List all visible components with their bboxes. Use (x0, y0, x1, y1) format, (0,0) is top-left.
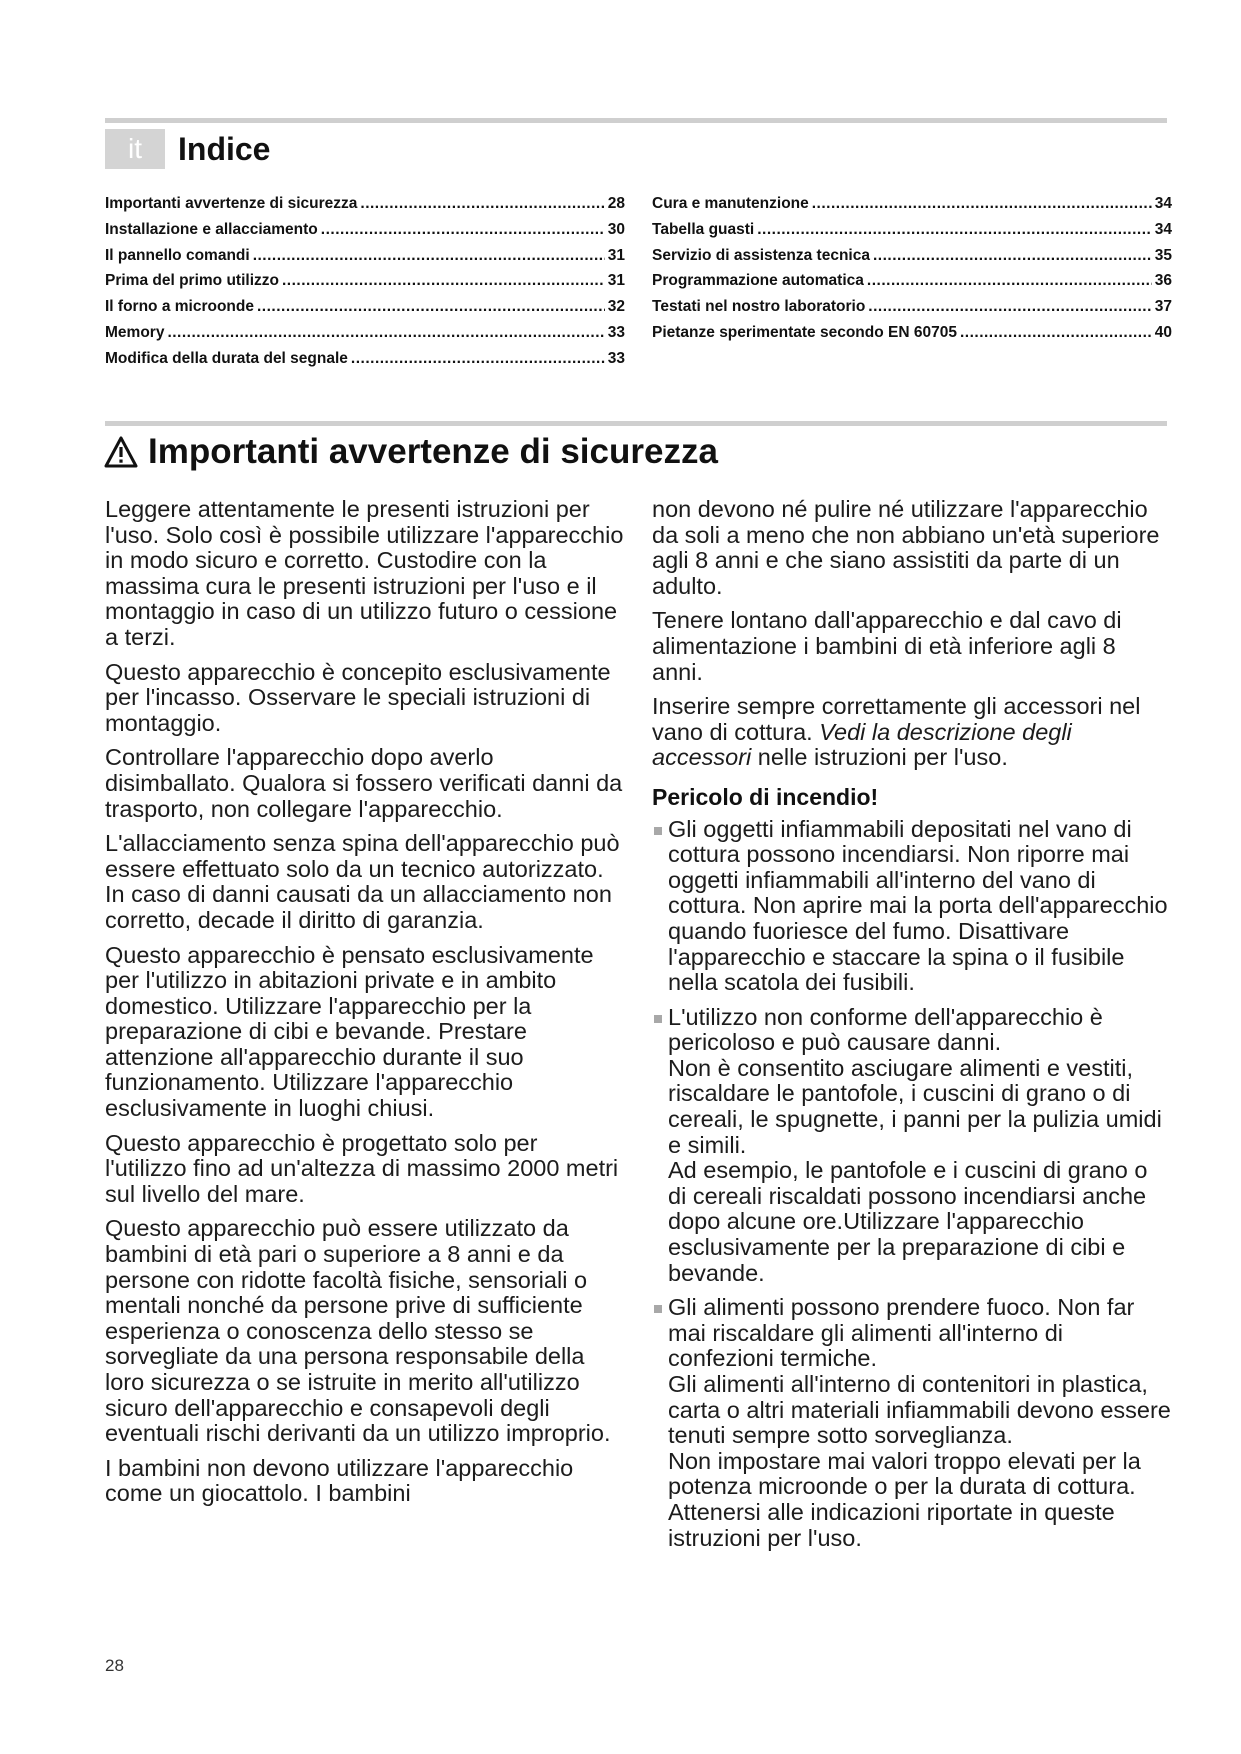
fire-danger-heading: Pericolo di incendio! (652, 783, 879, 810)
toc-entry (652, 195, 1172, 221)
toc-entry-page: 34 (1154, 220, 1172, 238)
toc-entry-label: Il pannello comandi (105, 246, 250, 264)
toc-entry-label: Importanti avvertenze di sicurezza (105, 195, 358, 212)
toc-entry-label: Il forno a microonde (105, 298, 254, 316)
body-paragraph: I bambini non devono utilizzare l'apparecchio come un giocattolo. I bambini (105, 1454, 574, 1507)
accessory-reference: Vedi la descrizione degli accessori (652, 718, 1072, 771)
list-item (652, 1005, 1172, 1287)
body-right-column (652, 497, 1172, 1560)
toc-dot-leader (167, 324, 604, 338)
toc-entry-page: 33 (607, 349, 625, 367)
toc-entry-page: 36 (1154, 272, 1172, 290)
toc-dot-leader (960, 324, 1152, 338)
toc-dot-leader (253, 247, 605, 261)
toc-entry-label: Tabella guasti (652, 220, 755, 238)
list-item-text: Gli oggetti infiammabili depositati nel vano di cottura possono incendiarsi. Non riporre mai oggetti infiammabili all'interno del vano di cottura. Non aprire mai la porta dell'apparecchio quando fuoriesce del fumo. Disattivare l'apparecchio e staccare la spina o il fusibile nella scatola dei fusibili. (668, 815, 1168, 996)
list-item-body (668, 817, 1172, 996)
toc-entry-label: Memory (105, 323, 165, 341)
toc-dot-leader (868, 298, 1151, 312)
body-left-column (105, 497, 625, 1516)
toc-entry-label: Programmazione automatica (652, 272, 864, 290)
body-paragraph: L'allacciamento senza spina dell'apparecchio può essere effettuato solo da un tecnico autorizzato. In caso di danni causati da un allacciamento non corretto, decade il diritto di garanzia. (105, 830, 620, 933)
toc-dot-leader (360, 195, 604, 209)
toc-entry-label: Modifica della durata del segnale (105, 349, 348, 367)
toc-entry (652, 298, 1172, 324)
toc-entry (105, 247, 625, 273)
toc-entry-label: Cura e manutenzione (652, 195, 809, 212)
section-title: Importanti avvertenze di sicurezza (148, 432, 718, 471)
toc-entry-label: Servizio di assistenza tecnica (652, 246, 870, 264)
toc-entry (105, 298, 625, 324)
bullet-square-icon (652, 817, 668, 996)
toc-entry-page: 31 (607, 246, 625, 264)
toc-entry (105, 221, 625, 247)
toc-entry (105, 350, 625, 376)
toc-entry (105, 272, 625, 298)
body-paragraph: Questo apparecchio è progettato solo per l'utilizzo fino ad un'altezza di massimo 2000 metri sul livello del mare. (105, 1129, 619, 1207)
list-item-text: Gli alimenti possono prendere fuoco. Non far mai riscaldare gli alimenti all'interno di confezioni termiche. (668, 1294, 1135, 1372)
toc-dot-leader (321, 221, 605, 235)
list-item (652, 817, 1172, 996)
list-item (652, 1295, 1172, 1551)
body-paragraph: Questo apparecchio è concepito esclusivamente per l'incasso. Osservare le speciali istruzioni di montaggio. (105, 658, 611, 736)
toc-entry-page: 33 (607, 323, 625, 341)
toc-entry (652, 247, 1172, 273)
bullet-square-icon (652, 1005, 668, 1287)
list-item-body (668, 1295, 1172, 1551)
body-paragraph: Questo apparecchio è pensato esclusivamente per l'utilizzo in abitazioni private e in ambito domestico. Utilizzare l'apparecchio per la preparazione di cibi e bevande. Prestare attenzione all'apparecchio durante il suo funzionamento. Utilizzare l'apparecchio esclusivamente in luoghi chiusi. (105, 941, 594, 1122)
body-paragraph: Tenere lontano dall'apparecchio e dal cavo di alimentazione i bambini di età inferiore agli 8 anni. (652, 607, 1122, 685)
list-item-text: Non impostare mai valori troppo elevati per la potenza microonde o per la durata di cottura. Attenersi alle indicazioni riportate in queste istruzioni per l'uso. (668, 1447, 1141, 1551)
section-heading (103, 428, 718, 476)
section-divider (105, 421, 1167, 426)
toc-entry (652, 272, 1172, 298)
toc-entry (652, 324, 1172, 350)
toc-entry-label: Pietanze sperimentate secondo EN 60705 (652, 323, 957, 341)
toc-entry-label: Installazione e allacciamento (105, 220, 318, 238)
body-paragraph: Questo apparecchio può essere utilizzato da bambini di età pari o superiore a 8 anni e da persone con ridotte facoltà fisiche, sensoriali o mentali nonché da persone prive di sufficiente esperienza o conoscenza dello stesso se sorvegliate da una persona responsabile della loro sicurezza o se istruite in merito all'utilizzo sicuro dell'apparecchio e consapevoli degli eventuali rischi derivanti da un utilizzo improprio. (105, 1215, 611, 1447)
toc-dot-leader (873, 247, 1152, 261)
fire-danger-list (652, 817, 1172, 1552)
toc-entry-page: 37 (1154, 298, 1172, 316)
page-number: 28 (105, 1656, 124, 1675)
toc-entry (105, 195, 625, 221)
toc-entry-page: 40 (1154, 323, 1172, 341)
body-paragraph: non devono né pulire né utilizzare l'apparecchio da soli a meno che non abbiano un'età superiore agli 8 anni e che siano assistiti da parte di un adulto. (652, 496, 1160, 599)
toc-dot-leader (257, 298, 605, 312)
toc-entry (652, 221, 1172, 247)
toc-entry-page: 32 (607, 298, 625, 316)
toc-entry (105, 324, 625, 350)
list-item-text: L'utilizzo non conforme dell'apparecchio è pericoloso e può causare danni. (668, 1003, 1103, 1056)
toc-dot-leader (757, 221, 1152, 235)
toc-entry-page: 31 (607, 272, 625, 290)
toc-entry-page: 28 (607, 195, 625, 212)
list-item-body (668, 1005, 1172, 1287)
top-divider (105, 118, 1167, 123)
list-item-text: Non è consentito asciugare alimenti e vestiti, riscaldare le pantofole, i cuscini di grano o di cereali, le spugnette, i panni per la pulizia umidi e simili. (668, 1054, 1162, 1158)
toc-dot-leader (282, 272, 605, 286)
warning-triangle-icon (103, 435, 139, 469)
toc-right-column (652, 195, 1172, 350)
toc-entry-page: 35 (1154, 246, 1172, 264)
toc-entry-page: 34 (1154, 195, 1172, 212)
toc-dot-leader (812, 195, 1152, 209)
toc-entry-label: Prima del primo utilizzo (105, 272, 279, 290)
accessory-text-before: Inserire sempre correttamente gli accessori nel vano di cottura. (652, 693, 1141, 745)
toc-entry-page: 30 (607, 220, 625, 238)
list-item-text: Ad esempio, le pantofole e i cuscini di grano o di cereali riscaldati possono incendiarsi anche dopo alcune ore.Utilizzare l'apparecchio esclusivamente per la preparazione di cibi e bevande. (668, 1157, 1148, 1286)
toc-entry-label: Testati nel nostro laboratorio (652, 298, 866, 316)
toc-dot-leader (351, 350, 605, 364)
list-item-text: Gli alimenti all'interno di contenitori in plastica, carta o altri materiali infiammabili devono essere tenuti sempre sotto sorveglianza. (668, 1371, 1171, 1449)
accessory-paragraph (652, 694, 1172, 771)
body-paragraph: Leggere attentamente le presenti istruzioni per l'uso. Solo così è possibile utilizzare l'apparecchio in modo sicuro e corretto. Custodire con la massima cura le presenti istruzioni per l'uso e il montaggio in caso di un utilizzo futuro o cessione a terzi. (105, 496, 624, 650)
accessory-text-after: nelle istruzioni per l'uso. (751, 744, 1008, 771)
bullet-square-icon (652, 1295, 668, 1551)
language-tag: it (105, 129, 165, 169)
toc-left-column (105, 195, 625, 376)
body-paragraph: Controllare l'apparecchio dopo averlo disimballato. Qualora si fossero verificati danni da trasporto, non collegare l'apparecchio. (105, 744, 623, 822)
index-title: Indice (178, 131, 271, 167)
toc-dot-leader (867, 272, 1152, 286)
